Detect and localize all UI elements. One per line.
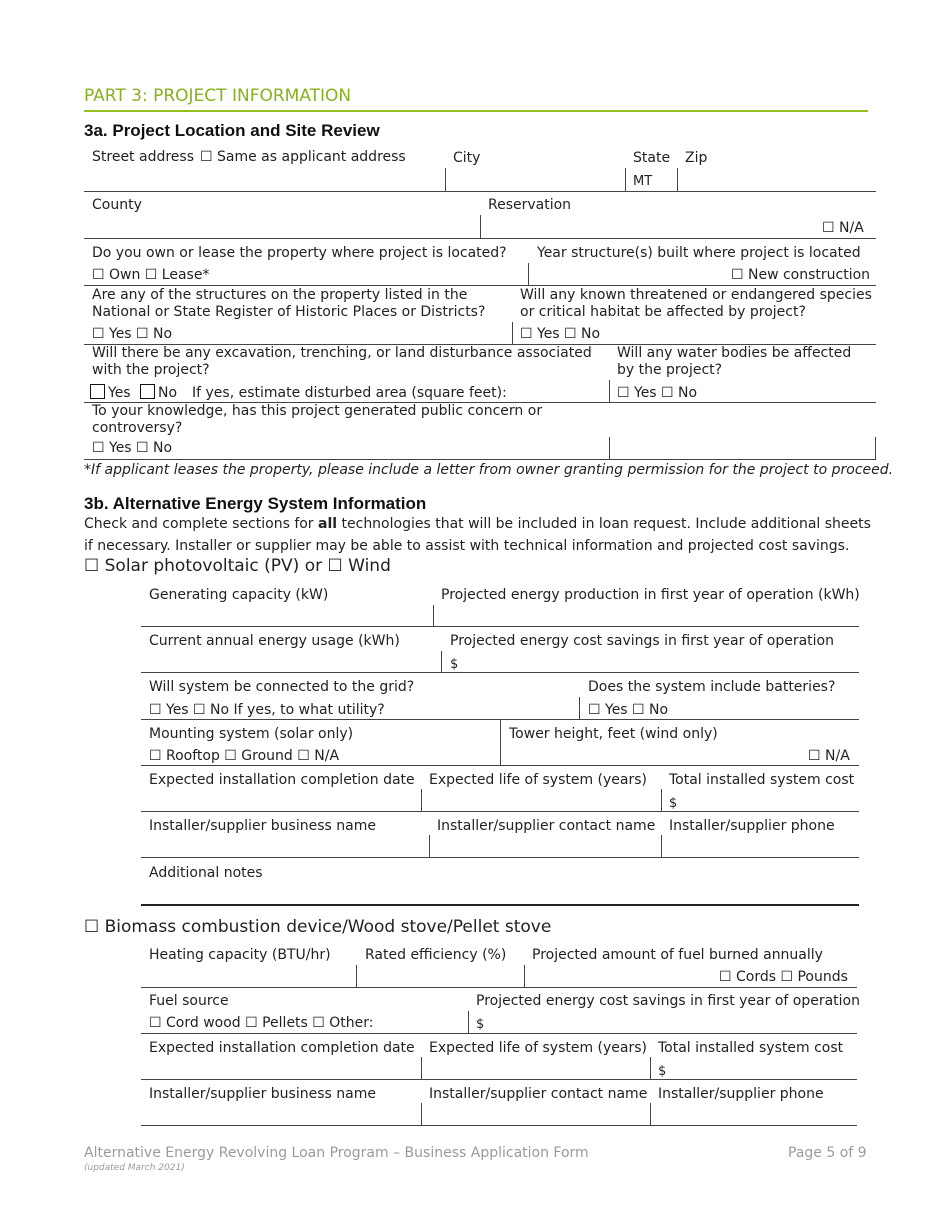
street-address-field[interactable] bbox=[84, 168, 444, 190]
tower-height-field[interactable] bbox=[501, 743, 801, 764]
excavation-yes-label: Yes bbox=[108, 385, 131, 401]
excavation-yes-checkbox[interactable] bbox=[90, 384, 131, 402]
biomass-heading-checkbox[interactable]: ☐ Biomass combustion device/Wood stove/Pellet stove bbox=[84, 917, 552, 937]
biomass-total-cost-label: Total installed system cost bbox=[658, 1040, 844, 1056]
installer-name-field[interactable] bbox=[141, 835, 428, 857]
reservation-na-checkbox[interactable]: ☐ N/A bbox=[822, 220, 864, 236]
concern-options[interactable]: ☐ Yes ☐ No bbox=[92, 440, 173, 456]
tower-height-label: Tower height, feet (wind only) bbox=[509, 726, 718, 742]
lease-note: *If applicant leases the property, please include a letter from owner granting permission for the project to proceed. bbox=[84, 462, 894, 478]
heating-capacity-label: Heating capacity (BTU/hr) bbox=[149, 947, 331, 963]
batteries-question: Does the system include batteries? bbox=[588, 679, 836, 695]
new-construction-checkbox[interactable]: ☐ New construction bbox=[731, 267, 871, 283]
biomass-contact-name-field[interactable] bbox=[422, 1103, 649, 1125]
biomass-total-cost-dollar: $ bbox=[658, 1064, 667, 1079]
projected-production-label: Projected energy production in first year of operation (kWh) bbox=[441, 587, 860, 603]
excavation-no-checkbox[interactable] bbox=[140, 384, 177, 402]
same-as-applicant-checkbox[interactable]: ☐ Same as applicant address bbox=[200, 149, 406, 165]
current-usage-field[interactable] bbox=[141, 651, 440, 672]
own-lease-options[interactable]: ☐ Own ☐ Lease* bbox=[92, 267, 210, 283]
biomass-savings-label: Projected energy cost savings in first year of operation bbox=[476, 993, 860, 1009]
completion-date-field[interactable] bbox=[141, 789, 420, 811]
tower-na-checkbox[interactable]: ☐ N/A bbox=[808, 748, 850, 764]
species-question-line2: or critical habitat be affected by project? bbox=[520, 304, 806, 320]
fuel-source-label: Fuel source bbox=[149, 993, 229, 1009]
contact-name-label: Installer/supplier contact name bbox=[437, 818, 656, 834]
zip-field[interactable] bbox=[678, 168, 876, 190]
excavation-question-line1: Will there be any excavation, trenching, or land disturbance associated bbox=[92, 345, 592, 361]
city-label: City bbox=[453, 150, 481, 166]
biomass-completion-date-field[interactable] bbox=[141, 1057, 420, 1079]
system-life-field[interactable] bbox=[422, 789, 660, 811]
section-3a-title: 3a. Project Location and Site Review bbox=[84, 121, 380, 140]
biomass-installer-name-field[interactable] bbox=[141, 1103, 420, 1125]
city-field[interactable] bbox=[446, 168, 624, 190]
biomass-completion-date-label: Expected installation completion date bbox=[149, 1040, 415, 1056]
own-lease-question: Do you own or lease the property where project is located? bbox=[92, 245, 507, 261]
title-divider bbox=[84, 110, 868, 112]
zip-label: Zip bbox=[685, 150, 708, 166]
footer-page-number: Page 5 of 9 bbox=[788, 1145, 867, 1161]
rated-efficiency-field[interactable] bbox=[357, 965, 523, 987]
batteries-options[interactable]: ☐ Yes ☐ No bbox=[588, 702, 669, 718]
street-address-label: Street address bbox=[92, 149, 194, 165]
total-cost-field[interactable] bbox=[680, 789, 858, 811]
generating-capacity-field[interactable] bbox=[141, 605, 431, 626]
rated-efficiency-label: Rated efficiency (%) bbox=[365, 947, 507, 963]
state-value: MT bbox=[633, 174, 653, 189]
biomass-installer-name-label: Installer/supplier business name bbox=[149, 1086, 376, 1102]
contact-name-field[interactable] bbox=[430, 835, 660, 857]
state-label: State bbox=[633, 150, 671, 166]
additional-notes-field[interactable] bbox=[141, 883, 859, 904]
current-usage-label: Current annual energy usage (kWh) bbox=[149, 633, 400, 649]
species-question-line1: Will any known threatened or endangered species bbox=[520, 287, 872, 303]
footer-program-name: Alternative Energy Revolving Loan Program – Business Application Form bbox=[84, 1145, 589, 1161]
year-built-label: Year structure(s) built where project is located bbox=[537, 245, 861, 261]
fuel-units-checkboxes[interactable]: ☐ Cords ☐ Pounds bbox=[719, 969, 848, 985]
excavation-no-label: No bbox=[158, 385, 178, 401]
disturbed-area-label: If yes, estimate disturbed area (square feet): bbox=[192, 385, 507, 401]
mounting-options[interactable]: ☐ Rooftop ☐ Ground ☐ N/A bbox=[149, 748, 340, 764]
grid-question: Will system be connected to the grid? bbox=[149, 679, 415, 695]
historic-register-question-line1: Are any of the structures on the property listed in the bbox=[92, 287, 468, 303]
biomass-phone-label: Installer/supplier phone bbox=[658, 1086, 824, 1102]
biomass-life-label: Expected life of system (years) bbox=[429, 1040, 647, 1056]
completion-date-label: Expected installation completion date bbox=[149, 772, 415, 788]
checkbox-box-icon bbox=[90, 384, 105, 399]
concern-question-line2: controversy? bbox=[92, 420, 183, 436]
historic-register-options[interactable]: ☐ Yes ☐ No bbox=[92, 326, 173, 342]
heating-capacity-field[interactable] bbox=[141, 965, 355, 987]
total-cost-dollar: $ bbox=[669, 796, 678, 811]
county-label: County bbox=[92, 197, 142, 213]
footer-updated-date: (updated March 2021) bbox=[84, 1163, 185, 1173]
solar-wind-heading-checkbox[interactable]: ☐ Solar photovoltaic (PV) or ☐ Wind bbox=[84, 556, 391, 576]
system-life-label: Expected life of system (years) bbox=[429, 772, 647, 788]
generating-capacity-label: Generating capacity (kW) bbox=[149, 587, 329, 603]
grid-options[interactable]: ☐ Yes ☐ No If yes, to what utility? bbox=[149, 702, 385, 718]
reservation-field[interactable] bbox=[481, 215, 811, 237]
installer-name-label: Installer/supplier business name bbox=[149, 818, 376, 834]
water-question-line2: by the project? bbox=[617, 362, 723, 378]
section-3b-title: 3b. Alternative Energy System Information bbox=[84, 494, 427, 513]
water-question-line1: Will any water bodies be affected bbox=[617, 345, 852, 361]
excavation-question-line2: with the project? bbox=[92, 362, 210, 378]
historic-register-question-line2: National or State Register of Historic Places or Districts? bbox=[92, 304, 486, 320]
installer-phone-field[interactable] bbox=[662, 835, 858, 857]
installer-phone-label: Installer/supplier phone bbox=[669, 818, 835, 834]
county-field[interactable] bbox=[84, 215, 479, 237]
section-3b-intro: Check and complete sections for all technologies that will be included in loan request. Include additional sheets if necessary. Installer or supplier may be able to assist with technical information and projected cost savings. bbox=[84, 516, 871, 554]
biomass-contact-name-label: Installer/supplier contact name bbox=[429, 1086, 648, 1102]
biomass-life-field[interactable] bbox=[422, 1057, 649, 1079]
biomass-phone-field[interactable] bbox=[651, 1103, 857, 1125]
part-title: PART 3: PROJECT INFORMATION bbox=[84, 86, 352, 106]
biomass-savings-field[interactable] bbox=[488, 1011, 857, 1033]
water-options[interactable]: ☐ Yes ☐ No bbox=[617, 385, 698, 401]
species-options[interactable]: ☐ Yes ☐ No bbox=[520, 326, 601, 342]
biomass-savings-dollar: $ bbox=[476, 1017, 485, 1032]
concern-question-line1: To your knowledge, has this project generated public concern or bbox=[92, 403, 543, 419]
biomass-total-cost-field[interactable] bbox=[670, 1057, 857, 1079]
projected-production-field[interactable] bbox=[434, 605, 858, 626]
checkbox-box-icon bbox=[140, 384, 155, 399]
reservation-label: Reservation bbox=[488, 197, 572, 213]
total-cost-label: Total installed system cost bbox=[669, 772, 855, 788]
projected-savings-field[interactable] bbox=[462, 651, 858, 672]
additional-notes-label: Additional notes bbox=[149, 865, 263, 881]
fuel-amount-label: Projected amount of fuel burned annually bbox=[532, 947, 823, 963]
projected-savings-label: Projected energy cost savings in first year of operation bbox=[450, 633, 834, 649]
mounting-system-label: Mounting system (solar only) bbox=[149, 726, 354, 742]
fuel-source-options[interactable]: ☐ Cord wood ☐ Pellets ☐ Other: bbox=[149, 1015, 374, 1031]
projected-savings-dollar: $ bbox=[450, 657, 459, 672]
fuel-amount-field[interactable] bbox=[525, 965, 715, 987]
